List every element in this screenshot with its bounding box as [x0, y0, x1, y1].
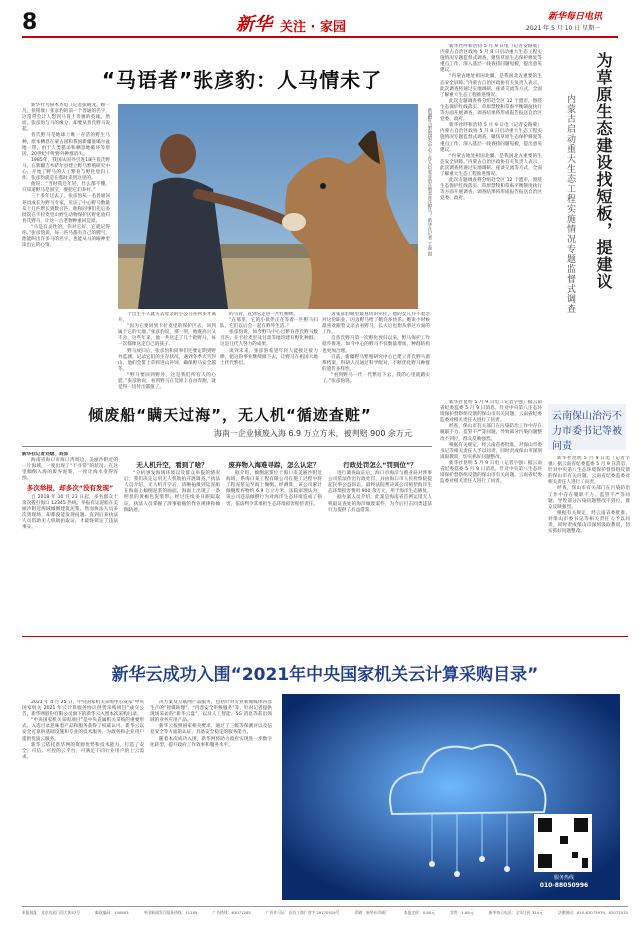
- article4-title: 云南保山治污不力市委书记等被问责: [552, 411, 622, 452]
- article5-paragraph: 新华云依托新华网的资源优势和技术能力，打造了安全、可信、可控的云平台，可满足不同行业用户的上云需求。: [22, 742, 144, 760]
- article2-paragraph: 自 2018 年 10 月 23 日起，多名群众十余次拨打海口 12345 热线，举报有运泥船在美丽沙附近海域倾倒建筑泥浆。然而执法人员多次到现场，却都没能发现问题。直到后来执法人员借助无人机航拍取证，才最终锁定了违法事实。: [22, 494, 118, 531]
- article2-subhead-1: 多次举报，却多次“没有发现”: [26, 484, 114, 493]
- article1-title: “马语者”张彦豹：人马情未了: [101, 68, 383, 92]
- article3-subtitle: 内蒙古启动重大生态工程实施情况专题监督式调查: [565, 94, 575, 314]
- article1-paragraph: “看到野马一代一代繁衍下去，我的心里就踏实了。”张彦豹说。: [322, 372, 430, 385]
- article1-paragraph: 个出生不久就失去母亲的小公马喜到多才离开。: [118, 312, 216, 324]
- page-number: 8: [22, 10, 38, 35]
- section-title: 关注 · 家园: [280, 20, 346, 35]
- article2-subhead-3: 废弃物入海难寻踪，怎么认定？: [228, 461, 320, 469]
- hotline-number: 010-88050996: [539, 882, 589, 889]
- article3-paragraph: 此次专题调查将分组赴全区 12 个盟市，围绕生态保护红线落实、草原禁牧和草畜平衡制度执行等方面开展调查，调查结果将形成报告报送自治区党委、政府。: [440, 178, 542, 202]
- article2-title: 倾废船“瞒天过海”，无人机“循迹查赃”: [88, 406, 372, 424]
- article4-title-box: [548, 404, 626, 450]
- footer-item: 中国新闻发行服务热线：11185: [143, 910, 198, 915]
- masthead-rule: [22, 36, 618, 38]
- hotline-label: 服务热线: [553, 875, 574, 881]
- article5-column-2: [150, 700, 272, 896]
- article1-paragraph: 张彦豹说，如今野马中心已繁育普氏野马数百匹，在卡拉麦里及甘肃等地均建有野化种群，这是几代人努力的成果。: [220, 330, 318, 348]
- footer-item: 零售：1.80元: [450, 910, 474, 915]
- article4-paragraph: 新华社昆明 5 月 9 日电（记者字强）据云南省纪委监委 5 月 9 日消息，针对中央第八生态环境保护督察组反馈的保山市有关问题，云南省纪委监委对相关责任人进行了问责。: [548, 456, 630, 486]
- article2-subtitle: 海南一企业倾废入海 6.9 万立方米，被判赔 900 余万元: [213, 429, 412, 438]
- article1-paragraph: 普氏野马是地球上唯一存活的野生马种，原本栖息在蒙古国和我国新疆准噶尔盆地一带，由于人类猎杀和栖息地破坏等原因，20世纪中叶野外种群消失。: [22, 133, 110, 157]
- article4-paragraph: 根据有关规定，经云南省委批准，对保山市委书记等相关责任人予以问责，同时责成保山市深刻汲取教训，切实抓好问题整改。: [548, 510, 630, 535]
- article3-title: 为草原生态建设找短板，提建议: [594, 52, 613, 290]
- article2-subhead-4: 行政处罚怎么“罚到位”？: [343, 461, 417, 469]
- article3-paragraph: “内蒙古地处祖国北疆，是我国北方重要的生态安全屏障。”内蒙古自治区政协有关负责人表示，此次调查将通过实地调研、座谈交流等方式，全面了解重大生态工程推进情况。: [440, 74, 542, 98]
- paper-name: 新华每日电讯: [548, 12, 603, 22]
- footer: [22, 910, 628, 916]
- footer-item: 本报地址：北京宣武门西大街57号: [22, 910, 80, 915]
- masthead: [0, 0, 640, 42]
- article5-paragraph: 决方案及互联网产品服务，包括针对专业新闻媒体内容生产的“智媒助理”、“内容安全审核服务”等，针对记者提供现场采访的“新华云盘”，以及人工智能、5G 消息等前沿领域的业务应用产品。: [150, 700, 272, 724]
- article1-paragraph: 自普氏野马第一次野化放归以来，野马保护工作稳步推进，如今中心的野马不仅数量增加，种群结构也更加合理。: [322, 336, 430, 354]
- article1-paragraph: 的马背，直到它走进一片红柳林。: [229, 312, 298, 317]
- horse-photo-illustration: [118, 104, 418, 309]
- article1-paragraph: 三十多年过去了，张彦豹从一名普通饲养员成长为野马专家，见证了中心野马数量从十几匹增长到数百匹。他和同事们先后多批次在卡拉麦里山野生动物保护区野化放归普氏野马，让这一古老物种重回荒原。: [22, 194, 110, 224]
- footer-item: 广告热线：63071265: [212, 910, 251, 915]
- article5-paragraph: 新华云按照国家相关要求，通过了三级等保测评以及信息安全等方面的认证，具备安全稳定的服务能力。: [150, 724, 272, 736]
- article3-paragraph: 新华社呼和浩特 5 月 9 日电（记者安路蒙）内蒙古自治区政协 5 月 8 日启动重大生态工程实施情况专题监督式调查，聚焦草原生态保护修复等重点工作，深入基层一线查找问题短板，提出意见建议。: [440, 44, 542, 74]
- article5-paragraph: 2021 年 4 月 25 日，中央国家机关采购中心发布“中央国家机关 2021 年云计算服务协议供货采购项目”成交公告，新华网股份有限公司旗下的新华云入围本次采购目录。: [22, 700, 144, 718]
- article3-paragraph: 此次专题调查将分组赴全区 12 个盟市，围绕生态保护红线落实、草原禁牧和草畜平衡制度执行等方面开展调查，调查结果将形成报告报送自治区党委、政府。: [440, 98, 542, 123]
- article1-paragraph: 他说：“当时我还年轻，什么都不懂，只知道野马是国宝，要把它们养好。”: [22, 182, 110, 194]
- article2-column-3: [226, 452, 322, 630]
- footer-item: 印刷：新华社印刷厂: [354, 910, 389, 915]
- article1-paragraph: 为张彦豹眼里最真切的牵挂，他的女儿并不着急对这份职业，因为野马给了她许多快乐。她说小时候最喜欢跟着父亲去看野马，长大后也想从事这方面的工作。: [322, 312, 430, 336]
- article2-rule: [22, 446, 432, 447]
- article1-paragraph: 谈到未来，张彦豹希望年轻人能接过接力棒，把这份事业继续做下去，让野马在祖国大地上代代繁衍。: [220, 348, 318, 366]
- article2-dateline: 新华社记者刘熠、刘邵: [22, 452, 68, 457]
- footer-item: 本报定价：0.80元: [403, 910, 436, 915]
- article2-column-1: [22, 452, 118, 630]
- article1-paragraph: “在那里，它的小伙伴正在等着一匹野马归队，它们以后会一起在野外生活。”: [220, 318, 318, 330]
- article1-paragraph: “野马要回到野外，这是我们所有人的心愿。”张彦豹说，看到野马在荒原上自由奔跑，就觉得一切付出都值了。: [118, 372, 216, 391]
- brand-logo: 新华: [236, 14, 272, 35]
- article3-paragraph: 新华社呼和浩特 5 月 9 日电（记者安路蒙）内蒙古自治区政协 5 月 8 日启动重大生态工程实施情况专题监督式调查，聚焦草原生态保护修复等重点工作，深入基层一线查找问题短板，提出意见建议。: [440, 123, 542, 153]
- article1-paragraph: “马是有灵性的，你对它好，它就记得你。”张彦豹说，每一匹马都有自己的脾气，他能叫出许多马的名字，也能从马的眼神里读出它的心情。: [22, 224, 110, 249]
- footer-item: 邮政编码：100803: [95, 910, 129, 915]
- article5-paragraph: “中央国家机关采购项目”是中央直属机关采购的重要形式，入选目录意味着产品和服务获得了权威认可。新华云以安全可靠的基础设施和专业的技术服务，为政务和企业用户提供优质云服务。: [22, 718, 144, 742]
- article2-subhead-2: 无人机升空，看到了啥？: [136, 461, 208, 469]
- article1-photo-caption: 新疆野马繁殖研究中心工作人员张彦豹在喂养普氏野马。新华社记者 丁磊 摄: [427, 108, 432, 256]
- article2-paragraph: “分析事发海域环境以及群众举报的情况后，我们决定运用无人机航拍开展调查。”执法人员介绍，无人机升空后，清晰拍摄到运泥船在海面上倾倒泥浆的画面，海面上出现了一条明显的黄褐色泥浆带。经过连续多日跟踪取证，执法人员掌握了涉事船舶的作业规律和倾倒轨迹。: [124, 471, 220, 513]
- article4-body-cont: [440, 400, 542, 622]
- article1-paragraph: 新华社乌鲁木齐电（记者张晓龙、顾一凡、侯铭康）张彦豹的前一个普通的名字，这常常会让人想到马背上奔驰的英雄。然而，张彦豹与马的缘分，却要从普氏野马说起。: [22, 103, 110, 133]
- article1-column-4: [322, 312, 430, 400]
- article2-paragraph: 海南省海口市海口湾周边，美丽沙附近的一片海域，一度出现了“不寻常”的状况。在这里倾倒入海的废弃泥浆，一度让海水变得浑浊。: [22, 458, 118, 482]
- article1-column-1: [22, 103, 110, 303]
- article2-paragraph: 进行调查取证后，海口市海洋与渔业局对涉事公司依法作出行政处罚，并由海口市人民检察院提起民事公益诉讼。最终法院判决该公司赔偿海洋生态环境损害费用 900 余万元，用于海洋生态修复。: [328, 471, 432, 495]
- article1-paragraph: 野马放归后，张彦豹和同事们还要定期到野外监测，记录它们的生存状况。遇到冬季大雪封山，他们会带上草料进山补饲，确保野马安全越冬。: [118, 348, 216, 372]
- article2-column-4: [328, 452, 432, 630]
- footer-item: 广告许可证：京西工商广登字 20170529号: [265, 910, 340, 915]
- article5-paragraph: 随着本次成功入围，新华网将助力政府实现进一步数字化转型，提升政府工作效率和服务水平。: [150, 736, 272, 748]
- article4-body: [548, 456, 630, 616]
- issue-date: 2021 年 5 月 10 日 星期一: [526, 25, 601, 32]
- article3-paragraph: “内蒙古地处祖国北疆，是我国北方重要的生态安全屏障。”内蒙古自治区政协有关负责人表示，此次调查将通过实地调研、座谈交流等方式，全面了解重大生态工程推进情况。: [440, 153, 542, 177]
- article4-paragraph: 经查，保山市有关部门在污染防治工作中存在履职不力、监管不严等问题，导致部分污染问题整改不到位，群众反映强烈。: [548, 486, 630, 510]
- footer-rule: [22, 906, 628, 907]
- article1-column-2: [118, 312, 216, 400]
- article3-body: [440, 44, 542, 394]
- article4-paragraph: 新华社昆明 5 月 9 日电（记者字强）据云南省纪委监委 5 月 9 日消息，针对中央第八生态环境保护督察组反馈的保山市有关问题，云南省纪委监委对相关责任人进行了问责。: [440, 400, 542, 424]
- footer-item: 新华每日电讯：全年订价 324元: [488, 910, 543, 915]
- article2-paragraph: 据介绍，倾倒泥浆位于海口市美丽沙附近海域，系海口某工程有限公司在施工过程中将工程泥浆运至海上倾倒。经测算，该公司累计倾倒废弃物约 6.9 万立方米。法院审理认为，该公司违法倾倒行为对海洋生态环境造成了损害，依法判令其承担生态环境损害赔偿责任。: [226, 471, 322, 507]
- article4-paragraph: 经查，保山市有关部门在污染防治工作中存在履职不力、监管不严等问题，导致部分污染问题整改不到位，群众反映强烈。: [440, 424, 542, 442]
- article1-paragraph: 目前，新疆野马繁殖研究中心已建立普氏野马谱系档案，科研人员通过科学配对，不断优化野马种群的遗传多样性。: [322, 354, 430, 372]
- article5-rule: [22, 636, 628, 637]
- article5-column-1: [22, 700, 144, 896]
- article1-paragraph: 1985年，我国从国外引进18匹普氏野马，在新疆吉木萨尔县建立野马繁殖研究中心，开始了野马的人工繁育与野化放归工作。张彦豹就是在那时来到这里的。: [22, 157, 110, 182]
- article4-paragraph: 新华社昆明 5 月 9 日电（记者字强）据云南省纪委监委 5 月 9 日消息，针对中央第八生态环境保护督察组反馈的保山市有关问题，云南省纪委监委对相关责任人进行了问责。: [440, 460, 542, 485]
- article4-paragraph: 根据有关规定，经云南省委批准，对保山市委书记等相关责任人予以问责，同时责成保山市深刻汲取教训，切实抓好问题整改。: [440, 442, 542, 460]
- cloud-computing-graphic: [282, 694, 620, 900]
- article2-column-2: [124, 452, 220, 630]
- cloud-icon: [282, 694, 620, 900]
- footer-item: 法律顾问：010-63073979、63072070: [557, 910, 628, 915]
- article1-photo: [118, 104, 418, 309]
- article1-column-3: [220, 312, 318, 400]
- article1-paragraph: “因为它要回到卡拉麦里的保护区去，回到属于它的天地。”张彦豹说，那一刻，他既高兴又不舍。这些年来，他一共送走了几十批野马，每一次都像送走自己的孩子。: [118, 324, 216, 348]
- article2-paragraph: 据办案人员介绍，此案是海南省首例运用无人机取证查处的海洋倾废案件，为今后打击同类违法行为提供了有益借鉴。: [328, 495, 432, 513]
- article5-title: 新华云成功入围“2021年中央国家机关云计算采购目录”: [111, 665, 539, 685]
